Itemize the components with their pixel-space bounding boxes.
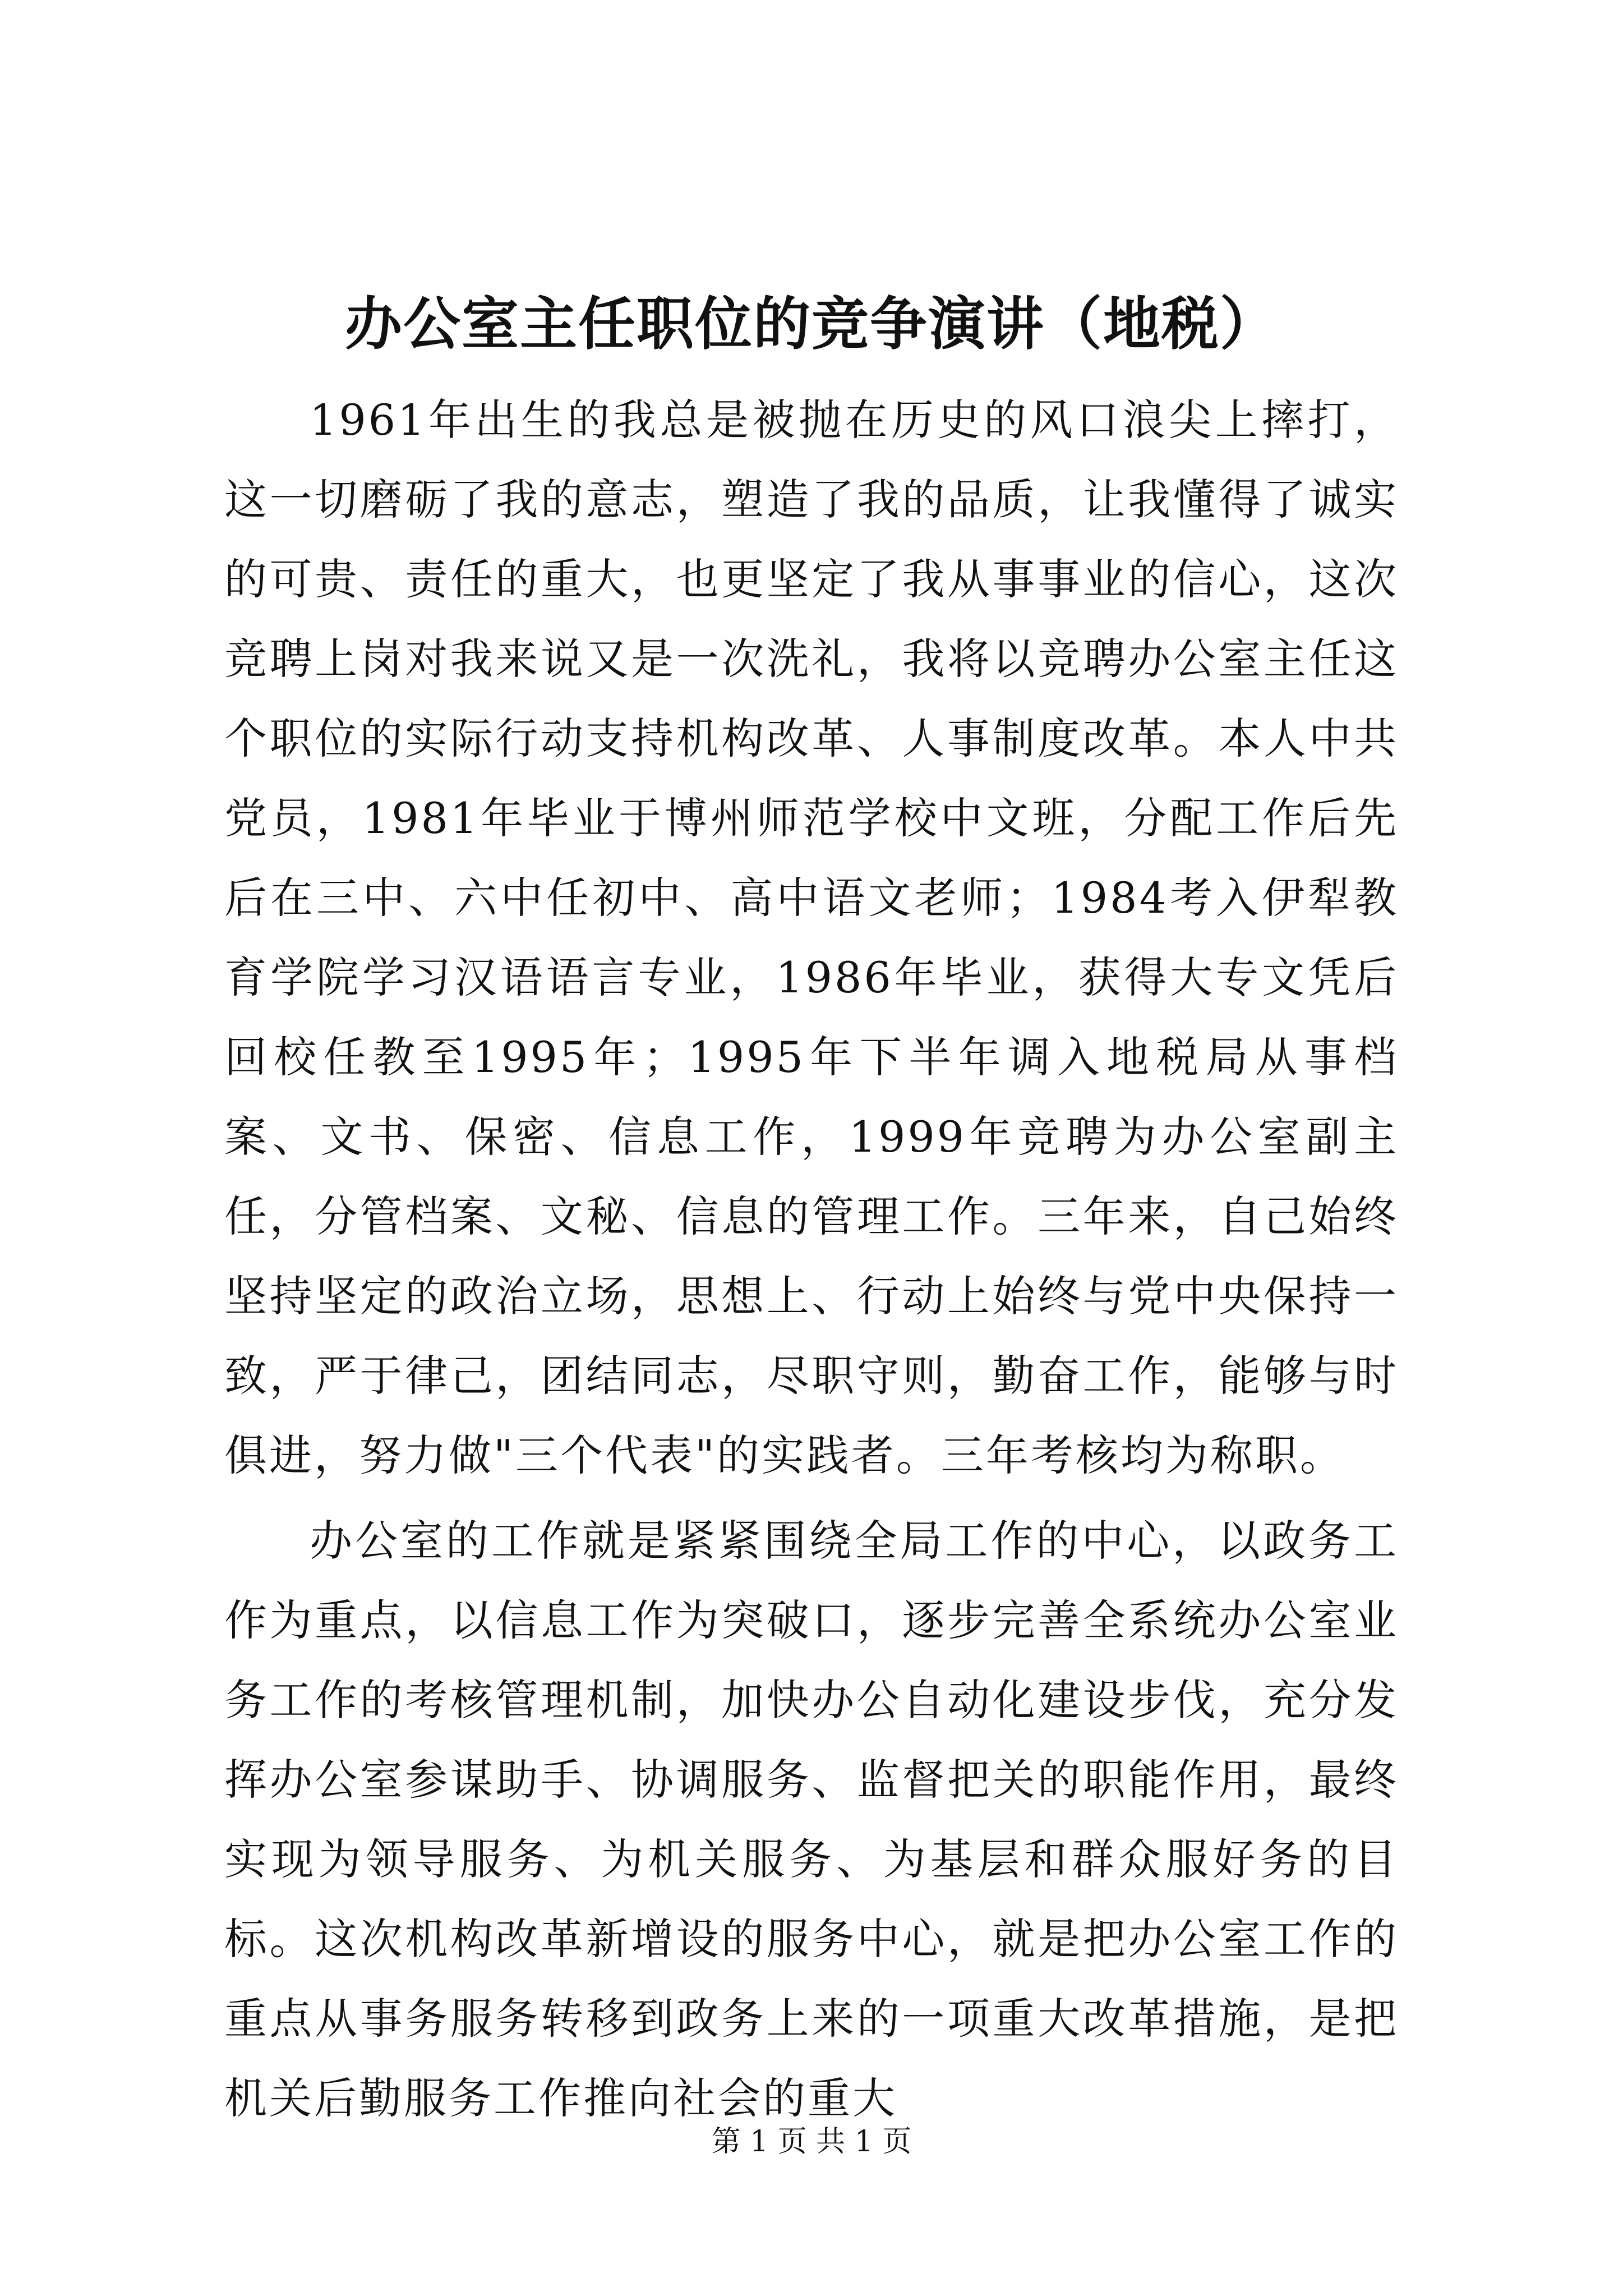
paragraph-1: 1961年出生的我总是被抛在历史的风口浪尖上摔打，这一切磨砺了我的意志，塑造了我的品质，让我懂得了诚实的可贵、责任的重大，也更坚定了我从事事业的信心，这次竞聘上岗对我来说又是一次洗礼，我将以竞聘办公室主任这个职位的实际行动支持机构改革、人事制度改革。本人中共党员，1981年毕业于博州师范学校中文班，分配工作后先后在三中、六中任初中、高中语文老师；1984考入伊犁教育学院学习汉语语言专业，1986年毕业，获得大专文凭后回校任教至1995年；1995年下半年调入地税局从事档案、文书、保密、信息工作，1999年竞聘为办公室副主任，分管档案、文秘、信息的管理工作。三年来，自己始终坚持坚定的政治立场，思想上、行动上始终与党中央保持一致，严于律己，团结同志，尽职守则，勤奋工作，能够与时俱进，努力做"三个代表"的实践者。三年考核均为称职。 xyxy=(224,395,1399,1480)
paragraph-2: 办公室的工作就是紧紧围绕全局工作的中心，以政务工作为重点，以信息工作为突破口，逐步完善全系统办公室业务工作的考核管理机制，加快办公自动化建设步伐，充分发挥办公室参谋助手、协调服务、监督把关的职能作用，最终实现为领导服务、为机关服务、为基层和群众服好务的目标。这次机构改革新增设的服务中心，就是把办公室工作的重点从事务服务转移到政务上来的一项重大改革措施，是把机关后勤服务工作推向社会的重大 xyxy=(224,1516,1399,2123)
document-body xyxy=(224,380,1399,2144)
document-title: 办公室主任职位的竞争演讲（地税） xyxy=(345,291,1278,358)
page-footer: 第 1 页 共 1 页 xyxy=(711,2125,912,2159)
